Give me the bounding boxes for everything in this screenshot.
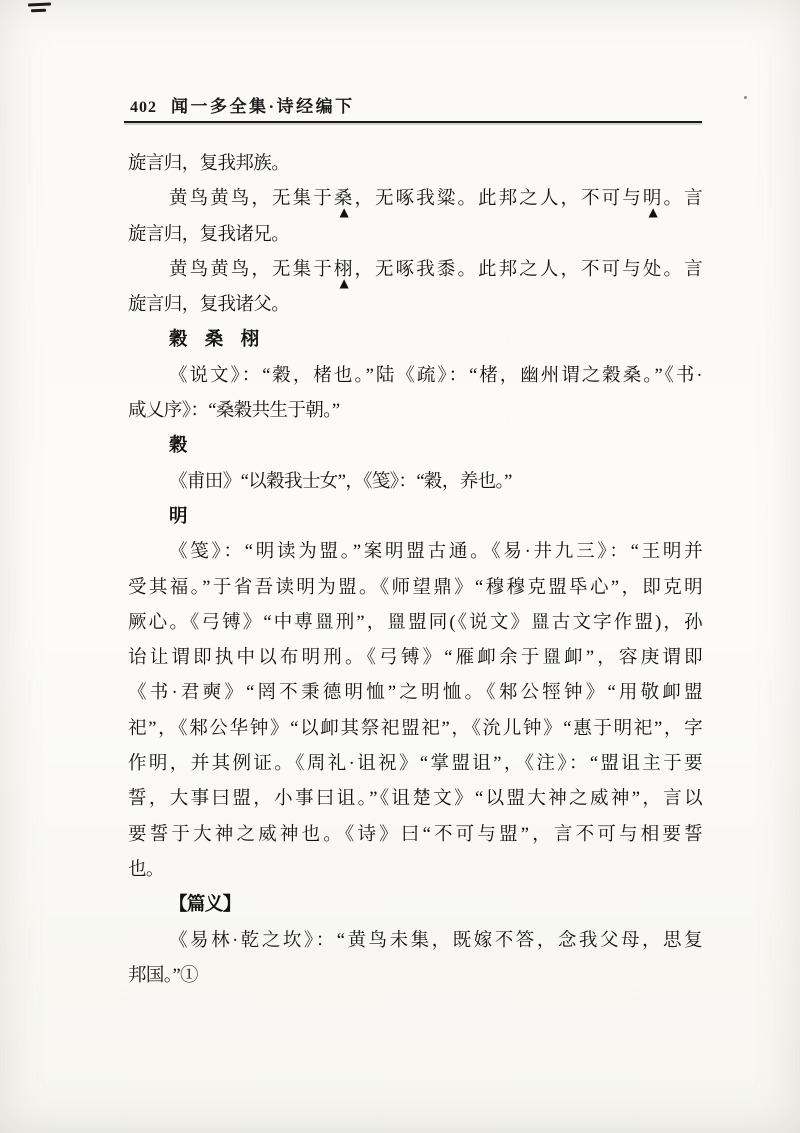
- emphasized-char: 栩 ▲: [333, 259, 355, 290]
- text-line: 《笺》：“明读为盟。”案明盟古通。《易·井九三》：“王明并: [169, 542, 702, 563]
- text-line: 厥心。《弓镈》“中尃𥁰刑”，𥁰盟同(《说文》𥁰古文字作盟)，孙: [128, 612, 702, 633]
- section-heading: 明: [169, 506, 187, 527]
- text-line: 要誓于大神之威神也。《诗》曰“不可与盟”，言不可与相要誓: [128, 824, 702, 845]
- scan-artifact: [28, 2, 51, 6]
- header-rule: [124, 121, 702, 123]
- text-line: 旋言归，复我邦族。: [128, 154, 290, 174]
- scan-artifact: [31, 9, 46, 12]
- text-line: 诒让谓即执中以布明刑。《弓镈》“雁卹余于𥁰卹”，容庚谓即: [128, 648, 702, 669]
- text-line: 祀”，《邾公华钟》“以卹其祭祀盟祀”，《沇儿钟》“惠于明祀”，字: [128, 718, 702, 739]
- page-content: [128, 147, 702, 994]
- text-run: ，无啄我粱。此邦之人，不可与: [354, 189, 643, 210]
- page-number: 402: [130, 99, 157, 116]
- text-line: 作明，并其例证。《周礼·诅祝》“掌盟诅”，《注》：“盟诅主于要: [128, 754, 702, 775]
- text-line: 《易林·乾之坎》：“黄鸟未集，既嫁不答，念我父母，思复: [169, 930, 702, 951]
- text-line: 也。: [128, 859, 164, 880]
- text-line: 咸乂序》：“桑穀共生于朝。”: [128, 401, 340, 422]
- text-line: 《书·君奭》“罔不秉德明恤”之明恤。《邾公牼钟》“用敬卹盟: [128, 683, 702, 704]
- emphasized-char: 明 ▲: [642, 189, 664, 220]
- section-heading: 穀: [169, 436, 187, 457]
- text-line: 誓，大事曰盟，小事曰诅。”《诅楚文》“以盟大神之威神”，言以: [128, 789, 702, 810]
- text-line: 《说文》：“穀，楮也。”陆《疏》：“楮，幽州谓之穀桑。”《书·: [169, 365, 702, 386]
- emphasized-char: 桑 ▲: [333, 189, 355, 220]
- text-run: 黄鸟黄鸟，无集于: [169, 189, 334, 210]
- scan-artifact: [744, 96, 747, 99]
- text-line: [128, 182, 702, 220]
- text-line: 《甫田》“以穀我士女”，《笺》：“穀，养也。”: [169, 471, 512, 492]
- book-title: 闻一多全集·诗经编下: [171, 97, 355, 116]
- text-line: 旋言归，复我诸父。: [128, 295, 290, 316]
- text-run: 黄鸟黄鸟，无集于: [169, 259, 334, 280]
- text-run: 。言: [663, 189, 702, 210]
- text-line: 邦国。”①: [128, 965, 198, 986]
- section-heading: 穀 桑 栩: [169, 330, 259, 351]
- text-line: 受其福。”于省吾读明为盟。《师望鼎》“穆穆克盟氒心”，即克明: [128, 577, 702, 598]
- page-header: [130, 92, 700, 117]
- emphasis-triangle-icon: ▲: [648, 205, 658, 220]
- text-line: [128, 253, 702, 288]
- emphasis-triangle-icon: ▲: [339, 275, 349, 290]
- text-run: ，无啄我黍。此邦之人，不可与处。言: [354, 259, 702, 280]
- section-heading: 【篇义】: [169, 895, 241, 916]
- emphasis-triangle-icon: ▲: [339, 205, 349, 220]
- text-line: 旋言归，复我诸兄。: [128, 224, 290, 245]
